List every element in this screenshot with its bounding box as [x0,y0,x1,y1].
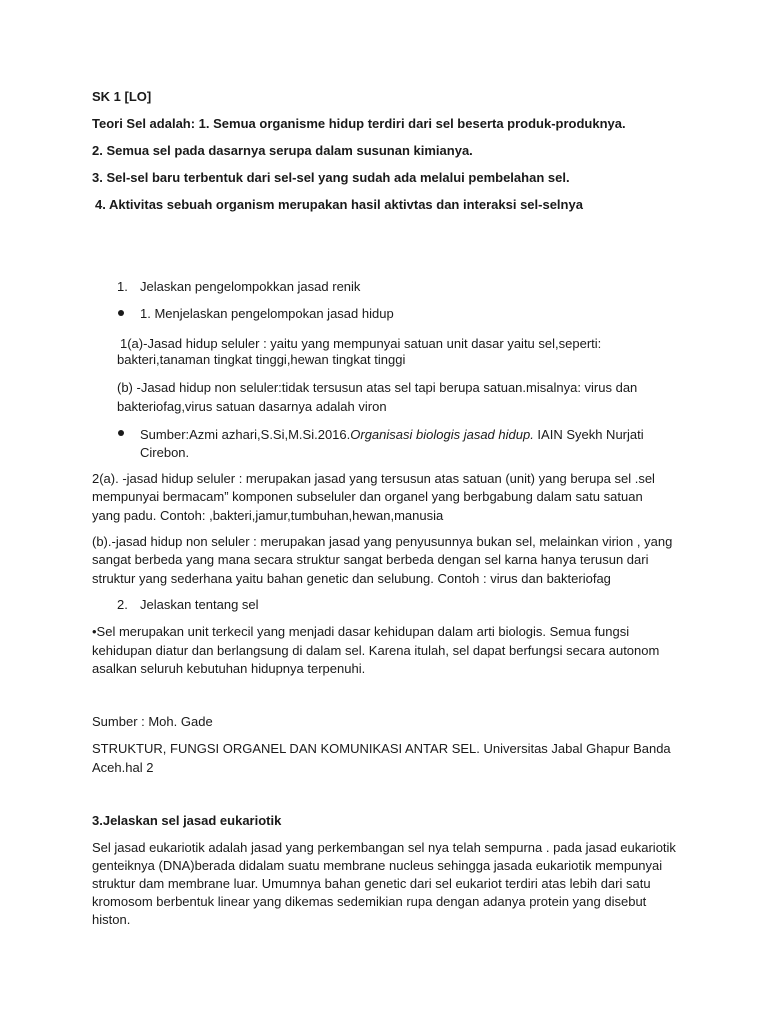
q3-line-2: genteiknya (DNA)berada didalam suatu membrane nucleus sehingga jasada eukariotik mempunyai [92,858,663,873]
q1-2b-line-3: struktur yang sederhana yaitu bahan genetic dan selubung. Contoh : virus dan bakteriofag [92,571,611,586]
q3-line-3: struktur dam membrane luar. Umumnya bahan genetic dari sel eukariot terdiri atas lebih dari satu [92,876,651,891]
q1b-line-1: (b) -Jasad hidup non seluler:tidak tersusun atas sel tapi berupa satuan.misalnya: virus dan [117,380,638,395]
q1-2b-line-1: (b).-jasad hidup non seluler : merupakan jasad yang penyusunnya bukan sel, melainkan virion , yang [92,534,673,549]
q2-para-line-1: •Sel merupakan unit terkecil yang menjadi dasar kehidupan dalam arti biologis. Semua fungsi [92,624,630,639]
q1-2a-line-2: mempunyai bermacam” komponen subseluler dan organel yang berbgabung dalam satu satuan [92,489,643,504]
q2-title: Jelaskan tentang sel [140,597,259,612]
q1-bullet-item: 1. Menjelaskan pengelompokan jasad hidup [140,306,394,321]
theory-line-3: 3. Sel-sel baru terbentuk dari sel-sel yang sudah ada melalui pembelahan sel. [92,170,570,185]
q2-para-line-3: asalkan seluruh kebutuhan hidupnya terpenuhi. [92,661,366,676]
q3-line-1: Sel jasad eukariotik adalah jasad yang perkembangan sel nya telah sempurna . pada jasad eukariotik [92,840,676,855]
theory-line-4: 4. Aktivitas sebuah organism merupakan hasil aktivtas dan interaksi sel-selnya [95,197,583,212]
q1-title: Jelaskan pengelompokkan jasad renik [140,279,361,294]
q1a-line-2: bakteri,tanaman tingkat tinggi,hewan tingkat tinggi [117,352,406,367]
q2-number: 2. [117,597,128,612]
q2-reference-line-2: Aceh.hal 2 [92,760,154,775]
q2-source: Sumber : Moh. Gade [92,714,213,729]
q1-number: 1. [117,279,128,294]
q3-line-4: kromosom berbentuk linear yang dikemas sedemikian rupa dengan adanya protein yang disebut [92,894,647,909]
q3-line-5: histon. [92,912,131,927]
section-heading: SK 1 [LO] [92,89,152,104]
q3-title: 3.Jelaskan sel jasad eukariotik [92,813,282,828]
bullet-icon [118,310,124,316]
q1b-line-2: bakteriofag,virus satuan dasarnya adalah viron [117,399,387,414]
q1-2b-line-2: sangat berbeda yang mana secara struktur sangat berbeda dengan sel karna hanya terusun dari [92,552,649,567]
bullet-icon [118,430,124,436]
q2-para-line-2: kehidupan diatur dan berlangsung di dalam sel. Karena itulah, sel dapat berfungsi secara autonom [92,643,660,658]
q1a-line-1: 1(a)-Jasad hidup seluler : yaitu yang mempunyai satuan unit dasar yaitu sel,seperti: [120,336,602,351]
theory-line-2: 2. Semua sel pada dasarnya serupa dalam susunan kimianya. [92,143,473,158]
q1-2a-line-3: yang padu. Contoh: ,bakteri,jamur,tumbuhan,hewan,manusia [92,508,444,523]
q2-reference-line-1: STRUKTUR, FUNGSI ORGANEL DAN KOMUNIKASI ANTAR SEL. Universitas Jabal Ghapur Banda [92,741,671,756]
theory-line-1: Teori Sel adalah: 1. Semua organisme hidup terdiri dari sel beserta produk-produknya. [92,116,626,131]
q1-source-line-1: Sumber:Azmi azhari,S.Si,M.Si.2016.Organisasi biologis jasad hidup. IAIN Syekh Nurjati [140,427,644,442]
q1-2a-line-1: 2(a). -jasad hidup seluler : merupakan jasad yang tersusun atas satuan (unit) yang berupa sel .sel [92,471,655,486]
q1-source-line-2: Cirebon. [140,445,190,460]
